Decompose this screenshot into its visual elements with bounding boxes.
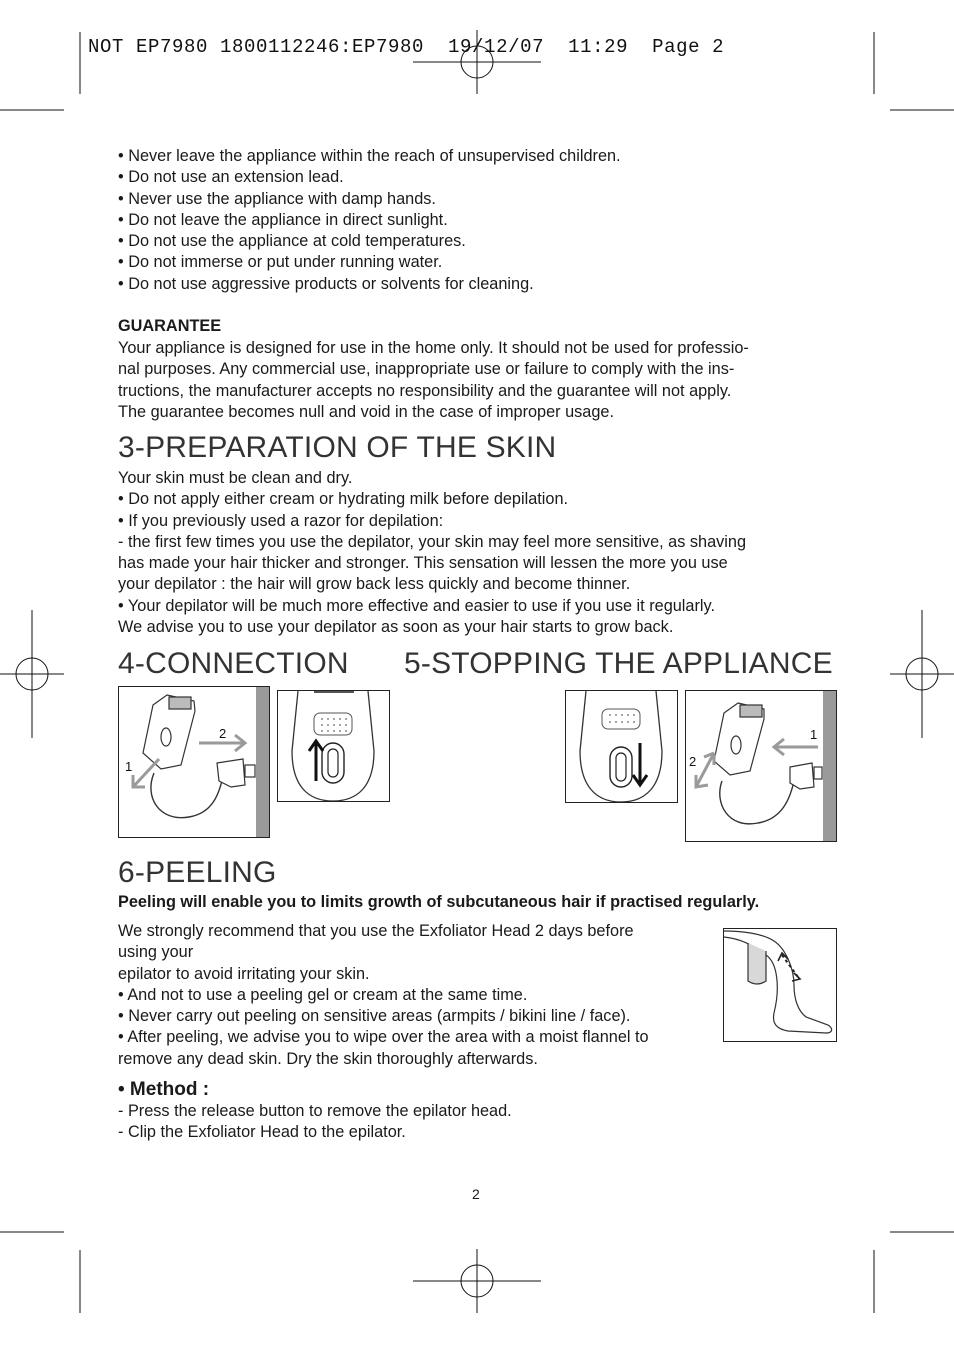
print-slug-line: NOT EP7980 1800112246:EP7980 19/12/07 11:29 Page 2 [88,36,725,58]
safety-bullet-list [118,146,621,295]
preparation-paragraph [118,468,746,638]
registration-mark-bottom [413,1249,541,1313]
text-line: We strongly recommend that you use the Exfoliator Head 2 days before [118,922,634,940]
text-line: nal purposes. Any commercial use, inappropriate use or failure to comply with the ins- [118,360,735,379]
epilator-icon [714,703,764,775]
text-line: remove any dead skin. Dry the skin thoroughly afterwards. [118,1049,538,1068]
text-line: • If you previously used a razor for depilation: [118,511,444,530]
text-line: Your skin must be clean and dry. [118,469,353,487]
figure-step-label: 2 [689,754,697,769]
list-item: • Do not use an extension lead. [118,168,344,187]
text-line: • Do not apply either cream or hydrating milk before depilation. [118,490,569,509]
text-line: Your appliance is designed for use in the home only. It should not be used for professio- [118,339,749,357]
registration-mark-left [0,610,64,738]
list-item: • Never use the appliance with damp hands. [118,189,436,208]
arrow-up-icon [309,741,323,781]
text-line: - Clip the Exfoliator Head to the epilator. [118,1123,406,1142]
list-item: • Do not immerse or put under running water. [118,253,443,272]
registration-mark-right [890,610,954,738]
arrow-icon [696,753,714,787]
text-line: your depilator : the hair will grow back less quickly and become thinner. [118,575,631,594]
figure-step-label: 1 [810,727,818,742]
text-line: The guarantee becomes null and void in the case of improper usage. [118,402,614,421]
text-line: tructions, the manufacturer accepts no responsibility and the guarantee will not apply. [118,381,732,400]
text-line: • After peeling, we advise you to wipe over the area with a moist flannel to [118,1028,649,1047]
leg-icon [724,931,832,1033]
stopping-unplug-figure [685,690,837,842]
stopping-switch-figure [565,690,678,803]
arrow-down-icon [633,743,647,785]
vent-grille-icon [314,713,352,735]
power-cord [720,781,794,824]
page-number: 2 [472,1186,480,1202]
text-line: - Press the release button to remove the epilator head. [118,1102,512,1120]
method-steps [118,1101,512,1144]
text-line: epilator to avoid irritating your skin. [118,964,370,983]
preparation-heading: 3-PREPARATION OF THE SKIN [118,431,557,464]
guarantee-paragraph [118,338,749,423]
list-item: • Do not leave the appliance in direct sunlight. [118,210,448,229]
text-line: - the first few times you use the depilator, your skin may feel more sensitive, as shaving [118,532,747,551]
text-line: We advise you to use your depilator as soon as your hair starts to grow back. [118,618,674,637]
list-item: • Do not use aggressive products or solvents for cleaning. [118,274,534,293]
epilator-icon [143,695,195,769]
text-line: using your [118,943,194,962]
peeling-heading: 6-PEELING [118,856,277,889]
plug-icon [217,759,255,787]
figure-step-label: 2 [219,726,227,741]
method-heading: • Method : [118,1079,210,1100]
list-item: • Do not use the appliance at cold temperatures. [118,232,466,251]
connection-switch-figure [277,690,390,802]
power-cord [151,773,223,818]
vent-grille-icon [602,709,640,729]
text-line: • And not to use a peeling gel or cream at the same time. [118,985,528,1004]
peeling-intro: Peeling will enable you to limits growth of subcutaneous hair if practised regularly. [118,893,760,911]
peeling-paragraph [118,921,649,1070]
connection-heading: 4-CONNECTION [118,647,349,680]
plug-icon [790,763,822,789]
guarantee-heading: GUARANTEE [118,317,222,335]
connection-plug-figure [118,686,270,838]
text-line: • Never carry out peeling on sensitive areas (armpits / bikini line / face). [118,1007,631,1026]
leg-exfoliation-figure [723,928,837,1042]
text-line: has made your hair thicker and stronger. This sensation will lessen the more you use [118,554,728,573]
arrow-icon [133,759,159,787]
text-line: • Your depilator will be much more effective and easier to use if you use it regularly. [118,596,715,615]
figure-step-label: 1 [125,759,133,774]
stopping-heading: 5-STOPPING THE APPLIANCE [404,647,833,680]
list-item: • Never leave the appliance within the reach of unsupervised children. [118,147,621,165]
